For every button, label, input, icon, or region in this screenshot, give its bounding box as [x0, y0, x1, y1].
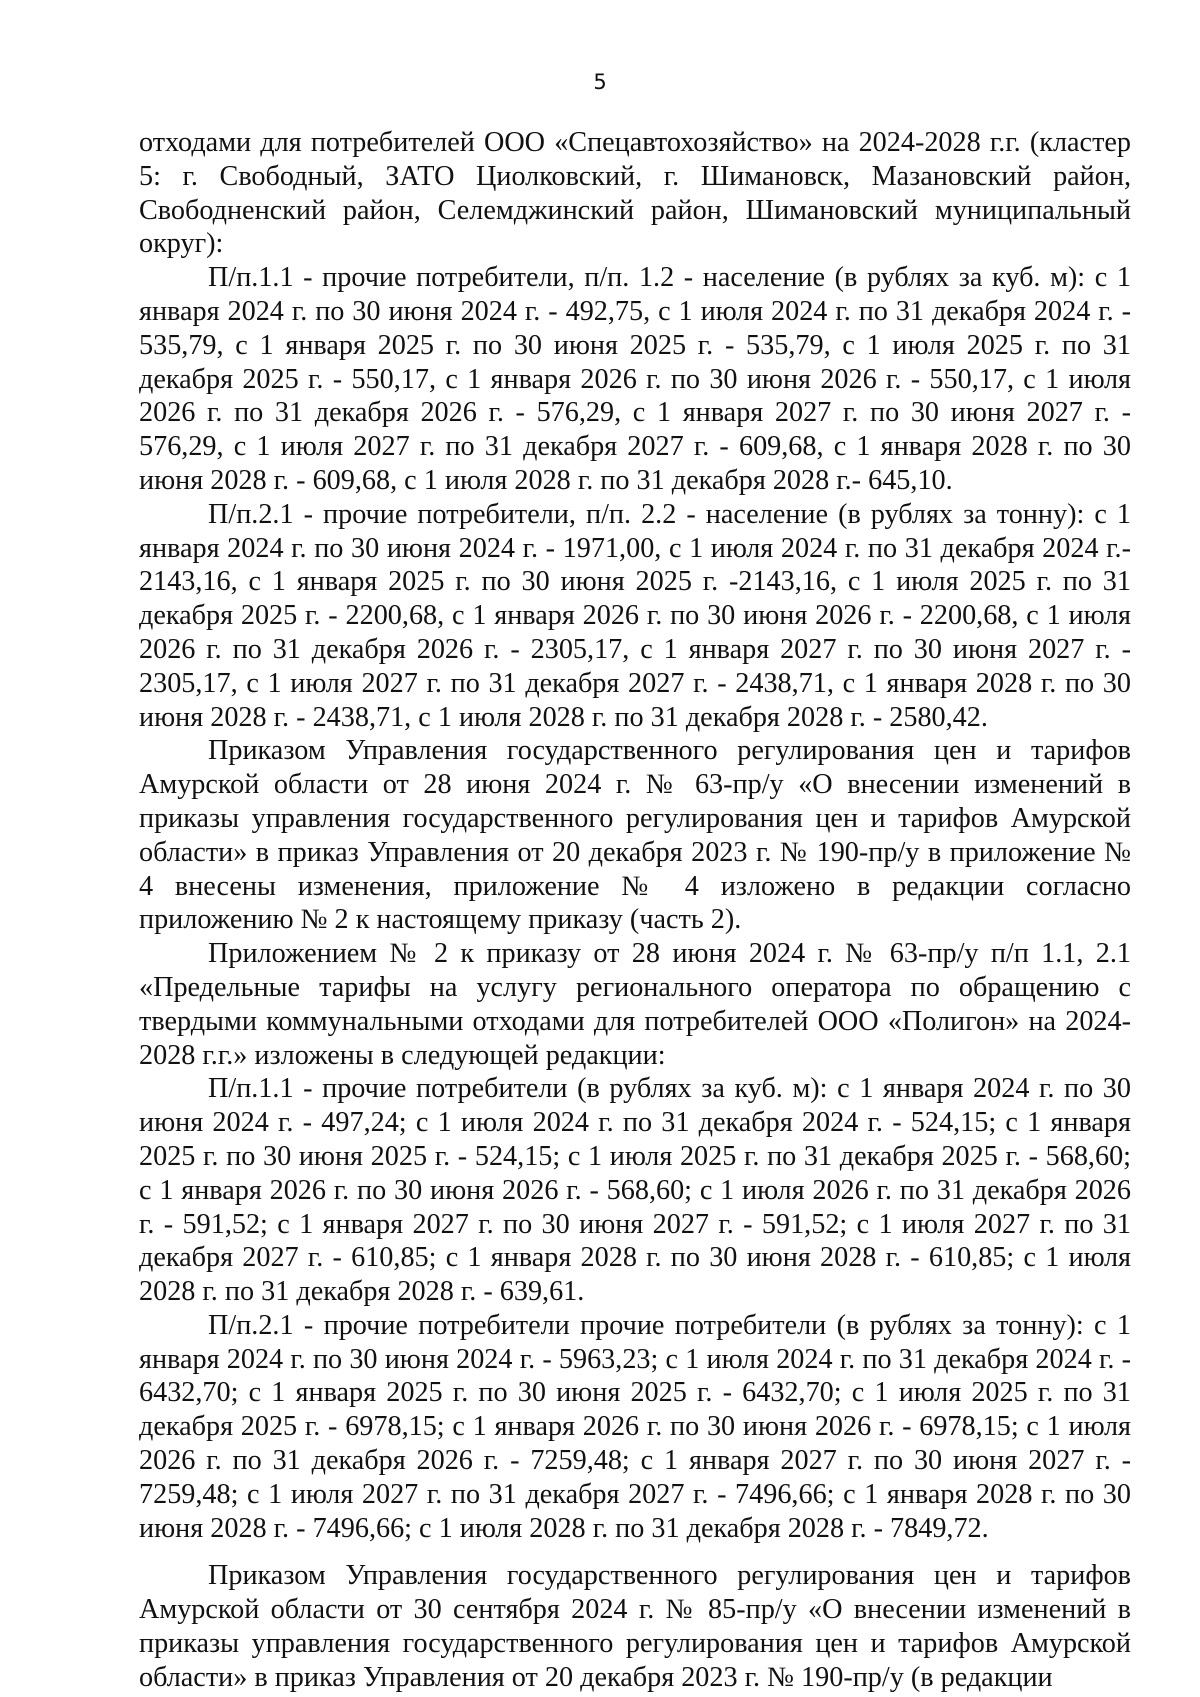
paragraph-tariff-ton-cluster-5: П/п.2.1 - прочие потребители, п/п. 2.2 - население (в рублях за тонну): с 1 января 2024 г. по 30 июня 2024 г. - 1971,00, с 1 июля 2024 г. по 31 декабря 2024 г.- 2143,16, с 1 января 2025 г. по 30 июня 2025 г. -2143,16, с 1 июля 2025 г. по 31 декабря 2025 г. - 2200,68, с 1 января 2026 г. по 30 июня 2026 г. - 2200,68, с 1 июля 2026 г. по 31 декабря 2026 г. - 2305,17, с 1 января 2027 г. по 30 июня 2027 г. - 2305,17, с 1 июля 2027 г. по 31 декабря 2027 г. - 2438,71, с 1 января 2028 г. по 30 июня 2028 г. - 2438,71, с 1 июля 2028 г. по 31 декабря 2028 г. - 2580,42. [139, 498, 1131, 733]
paragraph-appendix-2: Приложением № 2 к приказу от 28 июня 2024 г. № 63-пр/у п/п 1.1, 2.1 «Предельные тарифы на услугу регионального оператора по обращению с твердыми коммунальными отходами для потребителей ООО «Полигон» на 2024-2028 г.г.» изложены в следующей редакции: [139, 938, 1131, 1071]
paragraph-tariff-cubic-meter-poligon: П/п.1.1 - прочие потребители (в рублях за куб. м): с 1 января 2024 г. по 30 июня 2024 г. - 497,24; с 1 июля 2024 г. по 31 декабря 2024 г. - 524,15; с 1 января 2025 г. по 30 июня 2025 г. - 524,15; с 1 июля 2025 г. по 31 декабря 2025 г. - 568,60; с 1 января 2026 г. по 30 июня 2026 г. - 568,60; с 1 июля 2026 г. по 31 декабря 2026 г. - 591,52; с 1 января 2027 г. по 30 июня 2027 г. - 591,52; с 1 июля 2027 г. по 31 декабря 2027 г. - 610,85; с 1 января 2028 г. по 30 июня 2028 г. - 610,85; с 1 июля 2028 г. по 31 декабря 2028 г. - 639,61. [139, 1073, 1131, 1308]
paragraph-order-63: Приказом Управления государственного регулирования цен и тарифов Амурской области от 28 июня 2024 г. № 63-пр/у «О внесении изменений в приказы управления государственного регулирования цен и тарифов Амурской области» в приказ Управления от 20 декабря 2023 г. № 190-пр/у в приложение № 4 внесены изменения, приложение № 4 изложено в редакции согласно приложению № 2 к настоящему приказу (часть 2). [139, 735, 1131, 936]
paragraph-tariff-cubic-meter-cluster-5: П/п.1.1 - прочие потребители, п/п. 1.2 - население (в рублях за куб. м): с 1 января 2024 г. по 30 июня 2024 г. - 492,75, с 1 июля 2024 г. по 31 декабря 2024 г. - 535,79, с 1 января 2025 г. по 30 июня 2025 г. - 535,79, с 1 июля 2025 г. по 31 декабря 2025 г. - 550,17, с 1 января 2026 г. по 30 июня 2026 г. - 550,17, с 1 июля 2026 г. по 31 декабря 2026 г. - 576,29, с 1 января 2027 г. по 30 июня 2027 г. - 576,29, с 1 июля 2027 г. по 31 декабря 2027 г. - 609,68, с 1 января 2028 г. по 30 июня 2028 г. - 609,68, с 1 июля 2028 г. по 31 декабря 2028 г.- 645,10. [139, 262, 1131, 496]
page-number: 5 [593, 70, 607, 94]
paragraph-order-85: Приказом Управления государственного регулирования цен и тарифов Амурской области от 30 сентября 2024 г. № 85-пр/у «О внесении изменений в приказы управления государственного регулирования цен и тарифов Амурской области» в приказ Управления от 20 декабря 2023 г. № 190-пр/у (в редакции [139, 1560, 1131, 1693]
paragraph-tariff-ton-poligon: П/п.2.1 - прочие потребители прочие потребители (в рублях за тонну): с 1 января 2024 г. по 30 июня 2024 г. - 5963,23; с 1 июля 2024 г. по 31 декабря 2024 г. - 6432,70; с 1 января 2025 г. по 30 июня 2025 г. - 6432,70; с 1 июля 2025 г. по 31 декабря 2025 г. - 6978,15; с 1 января 2026 г. по 30 июня 2026 г. - 6978,15; с 1 июля 2026 г. по 31 декабря 2026 г. - 7259,48; с 1 января 2027 г. по 30 июня 2027 г. - 7259,48; с 1 июля 2027 г. по 31 декабря 2027 г. - 7496,66; с 1 января 2028 г. по 30 июня 2028 г. - 7496,66; с 1 июля 2028 г. по 31 декабря 2028 г. - 7849,72. [139, 1309, 1131, 1544]
paragraph-cluster-5-intro: отходами для потребителей ООО «Спецавтохозяйство» на 2024-2028 г.г. (кластер 5: г. Свободный, ЗАТО Циолковский, г. Шимановск, Мазановский район, Свободненский район, Селемджинский район, Шимановский муниципальный округ): [139, 127, 1131, 260]
document-body [139, 126, 1131, 1695]
